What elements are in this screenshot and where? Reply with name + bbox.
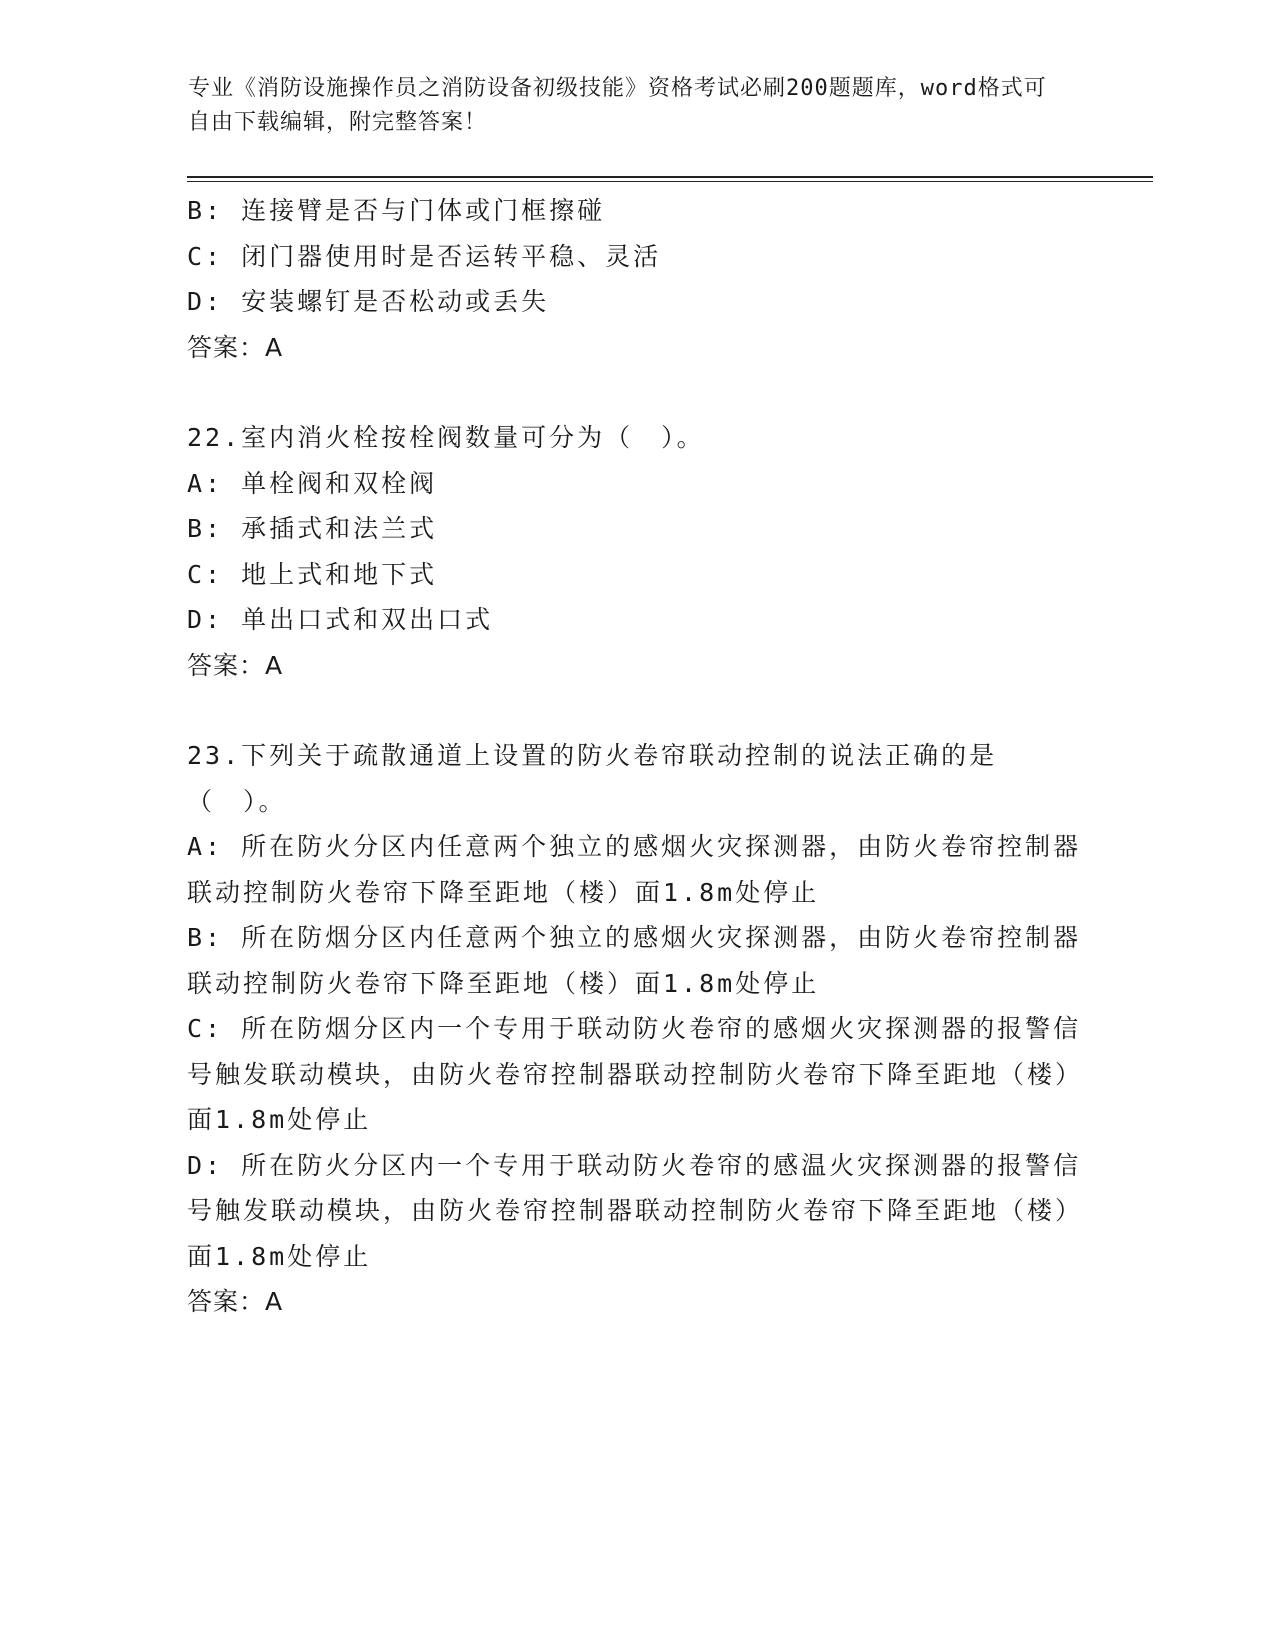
option-c: C: 地上式和地下式 <box>187 559 438 589</box>
option-b: B: 所在防烟分区内任意两个独立的感烟火灾探测器，由防火卷帘控制器联动控制防火卷帘下降至距地（楼）面1.8m处停止 <box>187 923 1082 998</box>
spacer <box>187 370 1087 415</box>
answer-line: 答案：A <box>187 650 284 680</box>
previous-question-block <box>187 188 1087 370</box>
spacer <box>187 688 1087 733</box>
option-a: A: 单栓阀和双栓阀 <box>187 468 438 498</box>
document-header: 专业《消防设施操作员之消防设备初级技能》资格考试必刷200题题库，word格式可自由下载编辑，附完整答案！ <box>188 76 1047 135</box>
option-b: B: 连接臂是否与门体或门框擦碰 <box>187 196 606 225</box>
option-d: D: 单出口式和双出口式 <box>187 605 494 634</box>
option-c: C: 闭门器使用时是否运转平稳、灵活 <box>187 241 662 271</box>
question-23-text: 23.下列关于疏散通道上设置的防火卷帘联动控制的说法正确的是（ ）。 <box>187 741 998 816</box>
question-22-block <box>187 415 1087 688</box>
option-d: D: 安装螺钉是否松动或丢失 <box>187 287 550 316</box>
option-c: C: 所在防烟分区内一个专用于联动防火卷帘的感烟火灾探测器的报警信号触发联动模块，由防火卷帘控制器联动控制防火卷帘下降至距地（楼）面1.8m处停止 <box>187 1014 1084 1134</box>
document-body <box>187 188 1087 1325</box>
header-divider-thin <box>187 181 1153 182</box>
question-22-text: 22.室内消火栓按栓阀数量可分为（ ）。 <box>187 423 705 452</box>
answer-line: 答案：A <box>187 1287 284 1316</box>
answer-line: 答案：A <box>187 332 284 362</box>
option-a: A: 所在防火分区内任意两个独立的感烟火灾探测器，由防火卷帘控制器联动控制防火卷帘下降至距地（楼）面1.8m处停止 <box>187 832 1082 907</box>
question-23-block <box>187 733 1087 1325</box>
option-b: B: 承插式和法兰式 <box>187 514 438 543</box>
header-divider <box>187 176 1153 178</box>
option-d: D: 所在防火分区内一个专用于联动防火卷帘的感温火灾探测器的报警信号触发联动模块，由防火卷帘控制器联动控制防火卷帘下降至距地（楼）面1.8m处停止 <box>187 1150 1084 1271</box>
